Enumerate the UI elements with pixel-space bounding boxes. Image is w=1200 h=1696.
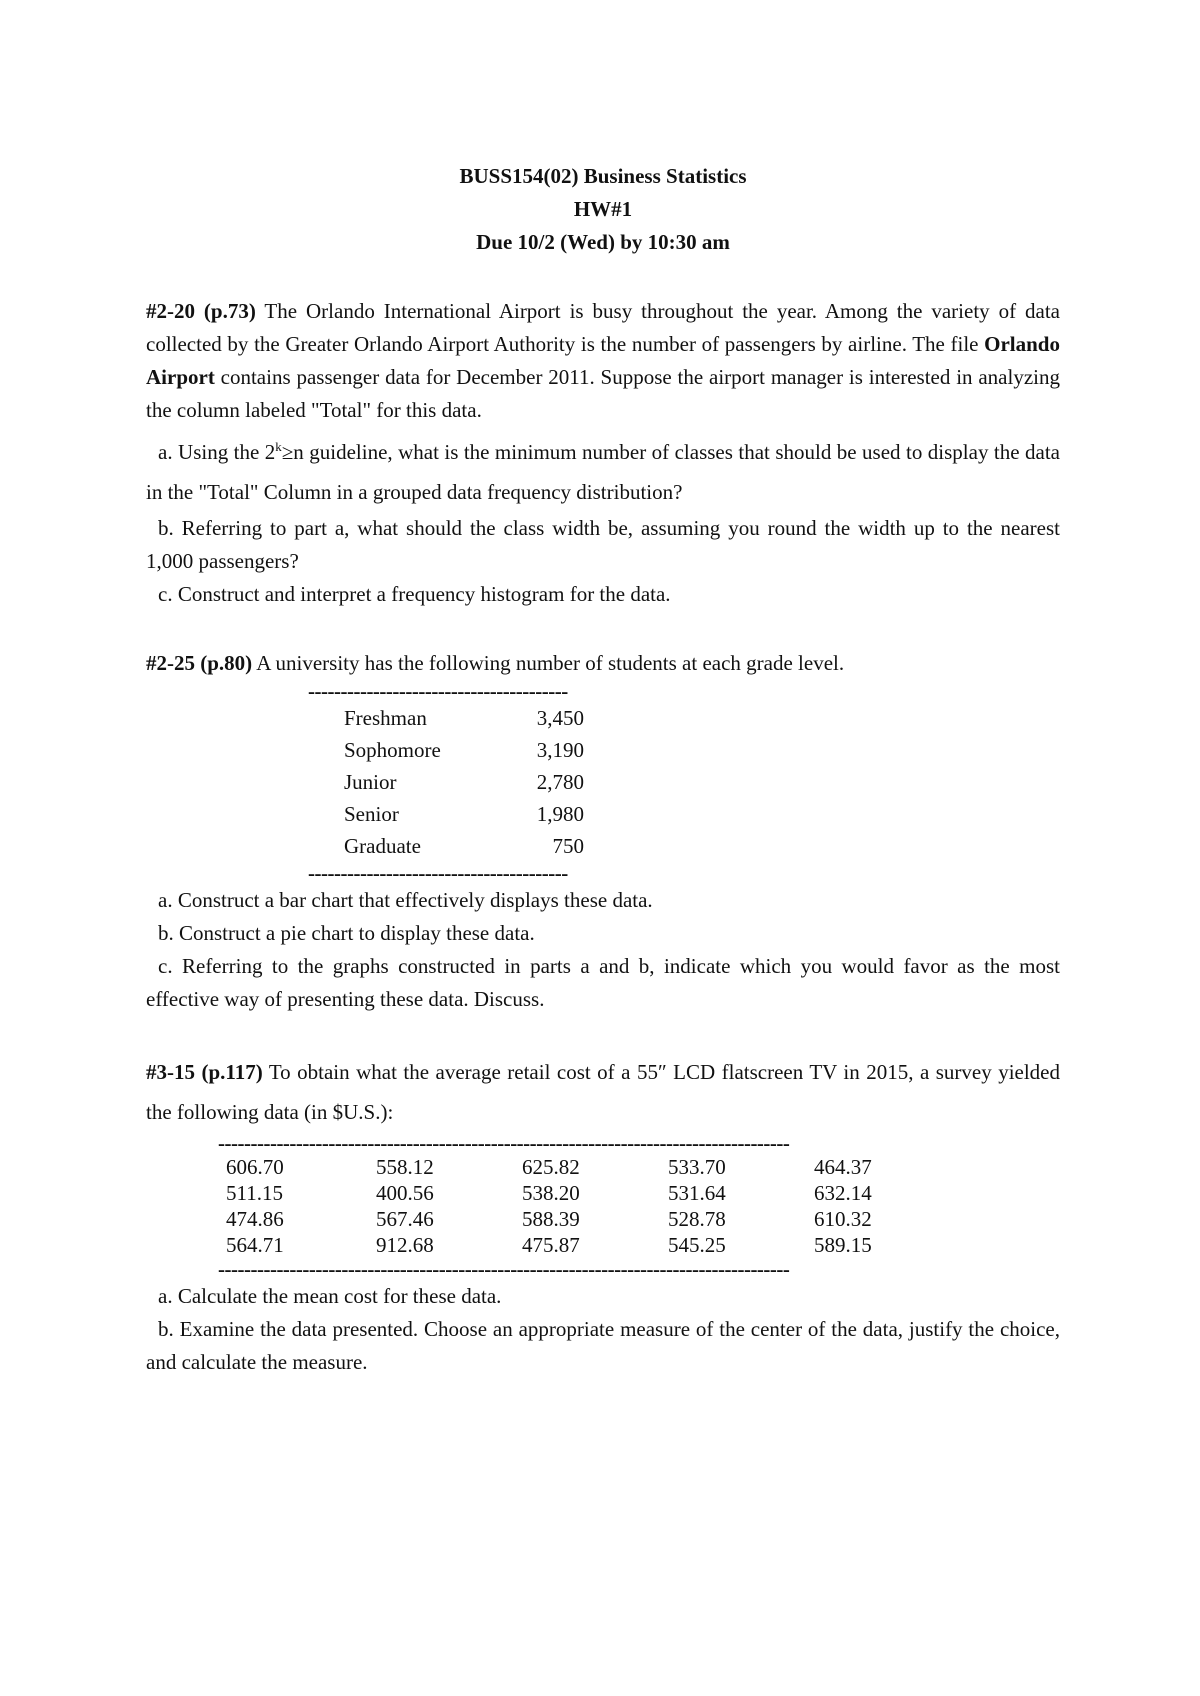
- problem-3-15-statement: [146, 1052, 1060, 1132]
- due-date: Due 10/2 (Wed) by 10:30 am: [476, 230, 730, 254]
- table-cell: 589.15: [814, 1233, 872, 1257]
- table-cell: 528.78: [668, 1207, 726, 1231]
- tv-cost-table: [218, 1132, 948, 1280]
- problem-2-20-part-c: c. Construct and interpret a frequency histogram for the data.: [158, 582, 671, 606]
- table-cell: 564.71: [226, 1233, 284, 1257]
- problem-3-15: [146, 1052, 1060, 1379]
- problem-2-25-part-c: c. Referring to the graphs constructed in parts a and b, indicate which you would favor as the most effective way of presenting these data. Discuss.: [146, 954, 1060, 1011]
- problem-2-25-part-a: a. Construct a bar chart that effectively displays these data.: [158, 888, 653, 912]
- problem-3-15-part-a: a. Calculate the mean cost for these data.: [158, 1284, 502, 1308]
- problem-2-25-ref: #2-25 (p.80): [146, 651, 253, 675]
- grade-label: Freshman: [344, 706, 427, 730]
- document-header: [146, 160, 1060, 259]
- table-cell: 475.87: [522, 1233, 580, 1257]
- table-bottom-rule: ----------------------------------------: [308, 862, 568, 884]
- problem-2-20-part-a: [146, 427, 1060, 512]
- table-cell: 567.46: [376, 1207, 434, 1231]
- table-bottom-rule: ----------------------------------------------------------------------------------------: [218, 1258, 790, 1280]
- grade-label: Junior: [344, 770, 397, 794]
- table-cell: 511.15: [226, 1181, 283, 1205]
- problem-2-20-file-name: Orlando Airport: [146, 332, 1060, 389]
- grade-count: 1,980: [536, 802, 584, 826]
- grade-count: 750: [552, 834, 584, 858]
- table-cell: 588.39: [522, 1207, 580, 1231]
- homework-number: HW#1: [573, 197, 633, 221]
- table-cell: 464.37: [814, 1155, 872, 1179]
- problem-2-25-statement: [146, 647, 1060, 680]
- grade-count: 2,780: [536, 770, 584, 794]
- problem-3-15-ref: #3-15 (p.117): [146, 1060, 263, 1084]
- problem-2-20-statement: [146, 295, 1060, 427]
- table-cell: 610.32: [814, 1207, 872, 1231]
- grade-label: Graduate: [344, 834, 421, 858]
- table-cell: 912.68: [376, 1233, 434, 1257]
- grade-count: 3,190: [536, 738, 584, 762]
- grade-count: 3,450: [536, 706, 584, 730]
- grade-level-table: [308, 680, 638, 884]
- table-row: [218, 1154, 948, 1180]
- table-cell: 545.25: [668, 1233, 726, 1257]
- table-cell: 606.70: [226, 1155, 284, 1179]
- problem-2-25-text: A university has the following number of students at each grade level.: [252, 651, 845, 675]
- problem-3-15-part-b: b. Examine the data presented. Choose an appropriate measure of the center of the data, justify the choice, and calculate the measure.: [146, 1317, 1060, 1374]
- table-row: [308, 702, 638, 734]
- table-row: [308, 798, 638, 830]
- course-title: BUSS154(02) Business Statistics: [459, 164, 747, 188]
- problem-3-15-text: To obtain what the average retail cost of a 55″ LCD flatscreen TV in 2015, a survey yielded the following data (in $U.S.):: [146, 1060, 1060, 1124]
- problem-2-20: [146, 295, 1060, 611]
- table-cell: 533.70: [668, 1155, 726, 1179]
- part-a-superscript: k: [275, 439, 282, 454]
- table-row: [308, 766, 638, 798]
- table-cell: 625.82: [522, 1155, 580, 1179]
- table-top-rule: ----------------------------------------------------------------------------------------: [218, 1132, 790, 1154]
- problem-2-20-text-after: contains passenger data for December 2011. Suppose the airport manager is interested in analyzing the column labeled "Total" for this data.: [146, 365, 1060, 422]
- problem-2-25-part-b: b. Construct a pie chart to display these data.: [158, 921, 535, 945]
- grade-label: Sophomore: [344, 738, 441, 762]
- table-row: [308, 830, 638, 862]
- table-cell: 538.20: [522, 1181, 580, 1205]
- table-top-rule: ----------------------------------------: [308, 680, 568, 702]
- problem-2-20-ref: #2-20 (p.73): [146, 299, 256, 323]
- table-row: [218, 1232, 948, 1258]
- grade-label: Senior: [344, 802, 399, 826]
- table-cell: 632.14: [814, 1181, 872, 1205]
- table-cell: 531.64: [668, 1181, 726, 1205]
- problem-2-25: [146, 647, 1060, 1016]
- table-row: [218, 1206, 948, 1232]
- part-a-suffix: ≥n guideline, what is the minimum number of classes that should be used to display the data in the "Total" Column in a grouped data frequency distribution?: [146, 440, 1060, 504]
- document-page: [146, 160, 1060, 1379]
- table-row: [308, 734, 638, 766]
- table-cell: 474.86: [226, 1207, 284, 1231]
- table-cell: 400.56: [376, 1181, 434, 1205]
- part-a-prefix: a. Using the 2: [158, 440, 276, 464]
- table-row: [218, 1180, 948, 1206]
- problem-2-20-part-b: b. Referring to part a, what should the class width be, assuming you round the width up to the nearest 1,000 passengers?: [146, 516, 1060, 573]
- problem-2-20-text-before: The Orlando International Airport is busy throughout the year. Among the variety of data collected by the Greater Orlando Airport Authority is the number of passengers by airline. The file: [146, 299, 1060, 356]
- table-cell: 558.12: [376, 1155, 434, 1179]
